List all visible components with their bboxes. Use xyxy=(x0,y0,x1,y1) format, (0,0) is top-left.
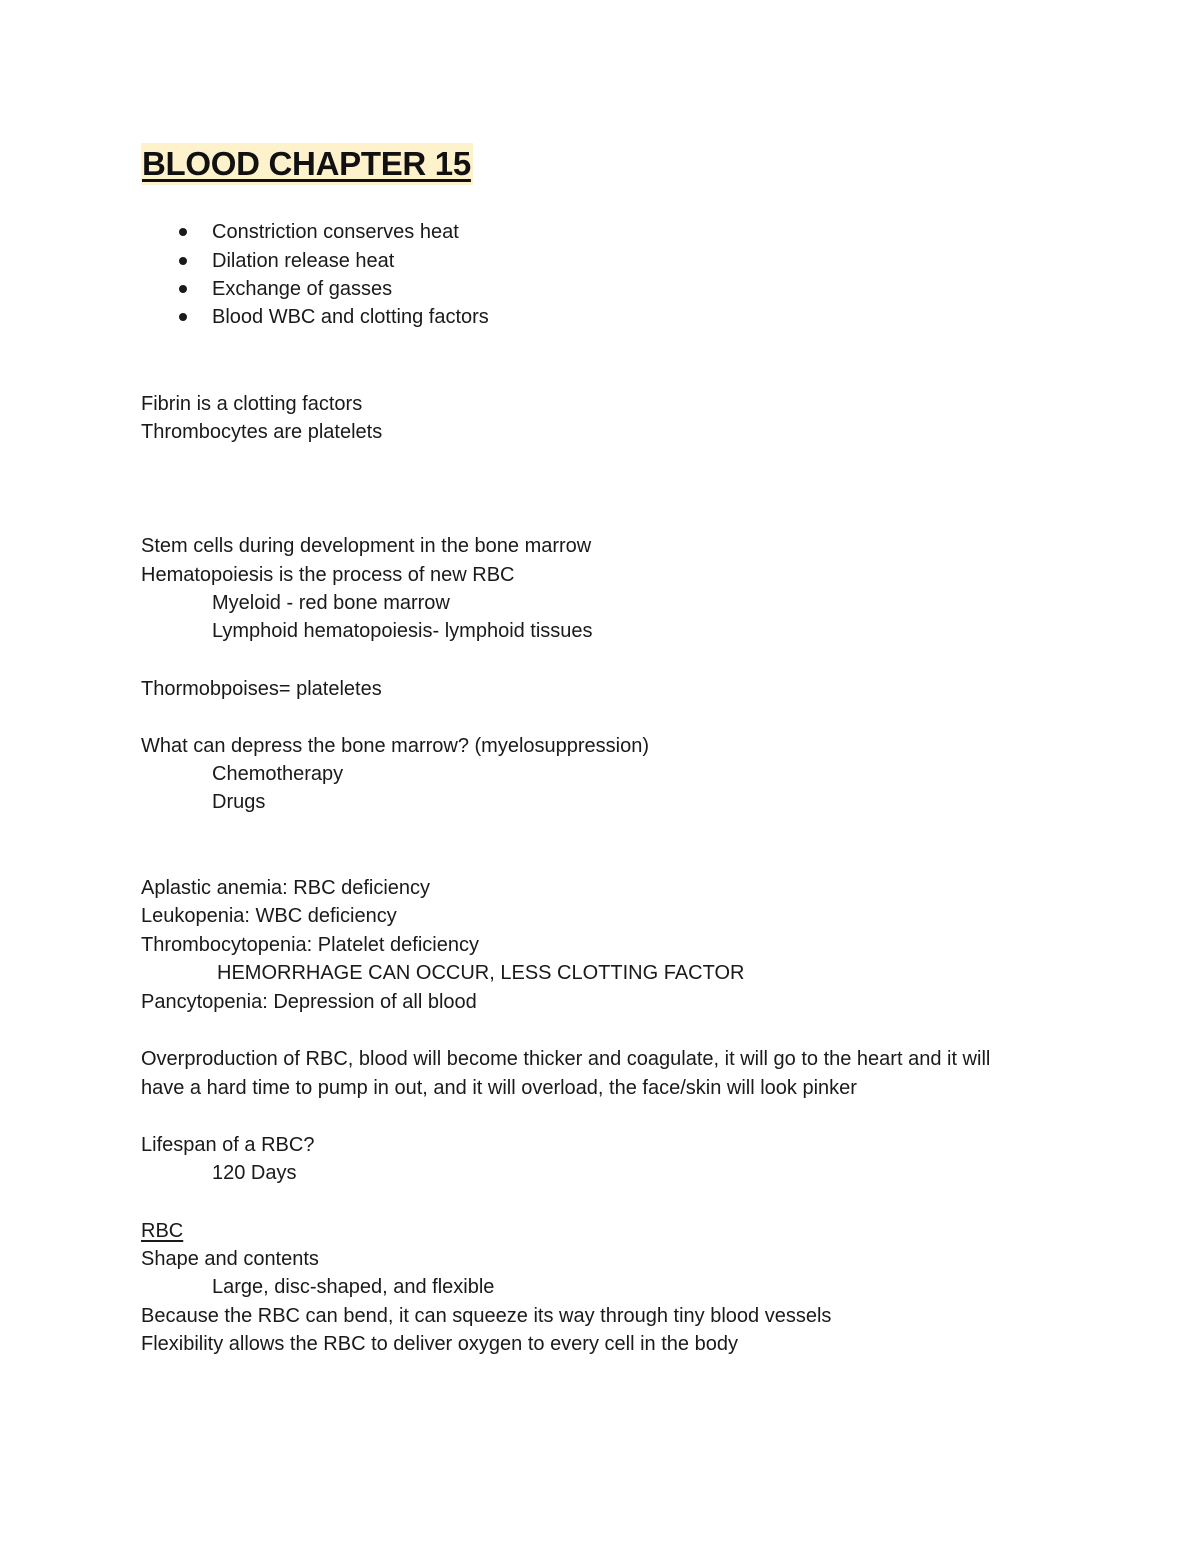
bullet-icon xyxy=(179,228,187,236)
text-line-overproduction-2: have a hard time to pump in out, and it will overload, the face/skin will look pinker xyxy=(141,1077,857,1099)
text-line-aplastic: Aplastic anemia: RBC deficiency xyxy=(141,877,431,899)
text-line-fibrin: Fibrin is a clotting factors xyxy=(141,393,363,415)
text-line-lifespan-answer: 120 Days xyxy=(212,1162,297,1184)
text-line-lifespan-question: Lifespan of a RBC? xyxy=(141,1134,315,1156)
section-heading-rbc: RBC xyxy=(141,1220,184,1242)
list-item: Exchange of gasses xyxy=(141,275,1041,303)
text-line-depress-question: What can depress the bone marrow? (myelosuppression) xyxy=(141,735,650,757)
text-line-bend: Because the RBC can bend, it can squeeze its way through tiny blood vessels xyxy=(141,1305,832,1327)
text-line-hemorrhage: HEMORRHAGE CAN OCCUR, LESS CLOTTING FACTOR xyxy=(217,962,745,984)
list-item: Blood WBC and clotting factors xyxy=(141,303,1041,331)
text-line-pancytopenia: Pancytopenia: Depression of all blood xyxy=(141,991,477,1013)
page-title: BLOOD CHAPTER 15 xyxy=(141,143,473,185)
text-line-shape-desc: Large, disc-shaped, and flexible xyxy=(212,1276,495,1298)
text-line-overproduction-1: Overproduction of RBC, blood will become thicker and coagulate, it will go to the heart and it will xyxy=(141,1048,991,1070)
text-line-stem-cells: Stem cells during development in the bone marrow xyxy=(141,535,592,557)
list-item: Constriction conserves heat xyxy=(141,218,1041,246)
bullet-icon xyxy=(179,285,187,293)
text-line-thrombocytes: Thrombocytes are platelets xyxy=(141,421,383,443)
bullet-icon xyxy=(179,313,187,321)
text-line-leukopenia: Leukopenia: WBC deficiency xyxy=(141,905,397,927)
text-line-chemotherapy: Chemotherapy xyxy=(212,763,344,785)
bullet-icon xyxy=(179,257,187,265)
text-line-hematopoiesis: Hematopoiesis is the process of new RBC xyxy=(141,564,515,586)
text-line-thrombopoises: Thormobpoises= plateletes xyxy=(141,678,382,700)
text-line-myeloid: Myeloid - red bone marrow xyxy=(212,592,450,614)
text-line-drugs: Drugs xyxy=(212,791,266,813)
text-line-shape-contents: Shape and contents xyxy=(141,1248,319,1270)
text-line-flexibility: Flexibility allows the RBC to deliver oxygen to every cell in the body xyxy=(141,1333,738,1355)
text-line-thrombocytopenia: Thrombocytopenia: Platelet deficiency xyxy=(141,934,479,956)
text-line-lymphoid: Lymphoid hematopoiesis- lymphoid tissues xyxy=(212,620,593,642)
list-item: Dilation release heat xyxy=(141,247,1041,275)
